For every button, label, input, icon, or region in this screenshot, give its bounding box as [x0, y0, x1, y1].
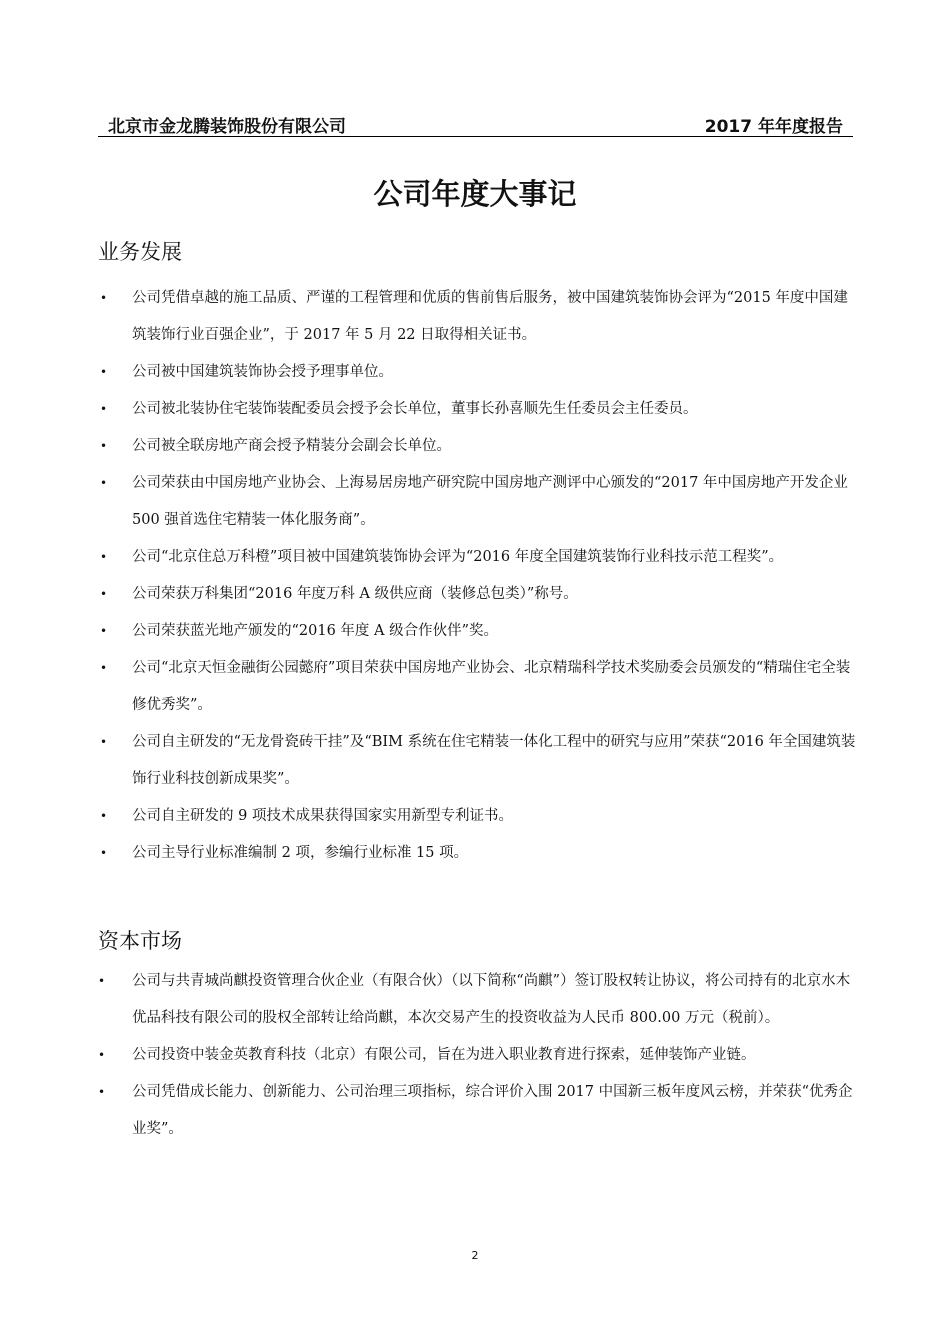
bullet-icon: • [100, 587, 108, 601]
header-company-name: 北京市金龙腾装饰股份有限公司 [108, 117, 346, 137]
bullet-icon: • [100, 809, 108, 823]
list-item [98, 724, 858, 798]
list-item [98, 963, 858, 1037]
list-item-text: 公司自主研发的“无龙骨瓷砖干挂”及“BIM 系统在住宅精装一体化工程中的研究与应用”荣获“2016 年全国建筑装饰行业科技创新成果奖”。 [132, 734, 856, 787]
list-item [98, 428, 858, 465]
list-item-text: 公司被全联房地产商会授予精装分会副会长单位。 [132, 438, 451, 454]
list-item [98, 1037, 858, 1074]
bullet-icon: • [100, 476, 108, 490]
list-item-text: 公司自主研发的 9 项技术成果获得国家实用新型专利证书。 [132, 808, 513, 824]
bullet-icon: • [100, 550, 108, 564]
bullet-icon: • [100, 365, 108, 379]
header-report-title: 2017 年年度报告 [704, 117, 843, 137]
list-item [98, 539, 858, 576]
list-item [98, 835, 858, 872]
list-item [98, 650, 858, 724]
bullet-icon: • [100, 735, 108, 749]
bullet-icon: • [100, 291, 108, 305]
page-number: 2 [471, 1249, 479, 1262]
bullet-icon: • [98, 974, 106, 988]
bullet-icon: • [100, 846, 108, 860]
list-item [98, 798, 858, 835]
list-item [98, 1074, 858, 1148]
list-item-text: 公司“北京天恒金融街公园懿府”项目荣获中国房地产业协会、北京精瑞科学技术奖励委会员颁发的“精瑞住宅全装修优秀奖”。 [132, 660, 851, 713]
list-item [98, 465, 858, 539]
bullet-icon: • [98, 1085, 106, 1099]
bullet-icon: • [100, 439, 108, 453]
list-item-text: 公司荣获由中国房地产业协会、上海易居房地产研究院中国房地产测评中心颁发的“2017 年中国房地产开发企业 500 强首选住宅精装一体化服务商”。 [132, 475, 848, 528]
list-item-text: 公司主导行业标准编制 2 项，参编行业标准 15 项。 [132, 845, 469, 861]
list-item-text: 公司凭借卓越的施工品质、严谨的工程管理和优质的售前售后服务，被中国建筑装饰协会评为“2015 年度中国建筑装饰行业百强企业”，于 2017 年 5 月 22 日取得相关证书。 [132, 290, 848, 343]
bullet-icon: • [100, 402, 108, 416]
page-header [98, 110, 853, 137]
capital-list [98, 963, 858, 1148]
list-item [98, 354, 858, 391]
section-heading-capital: 资本市场 [98, 929, 182, 953]
list-item-text: 公司“北京住总万科橙”项目被中国建筑装饰协会评为“2016 年度全国建筑装饰行业科技示范工程奖”。 [132, 549, 784, 565]
business-list [98, 280, 858, 872]
list-item-text: 公司投资中装金英教育科技（北京）有限公司，旨在为进入职业教育进行探索，延伸装饰产业链。 [132, 1047, 756, 1063]
section-heading-business: 业务发展 [98, 240, 182, 264]
list-item-text: 公司与共青城尚麒投资管理合伙企业（有限合伙）（以下简称“尚麒”）签订股权转让协议，将公司持有的北京水木优品科技有限公司的股权全部转让给尚麒，本次交易产生的投资收益为人民币 800.00 万元（税前）。 [132, 973, 851, 1026]
list-item [98, 391, 858, 428]
list-item-text: 公司被中国建筑装饰协会授予理事单位。 [132, 364, 393, 380]
list-item-text: 公司荣获蓝光地产颁发的“2016 年度 A 级合作伙伴”奖。 [132, 623, 499, 639]
bullet-icon: • [100, 661, 108, 675]
list-item [98, 280, 858, 354]
bullet-icon: • [98, 1048, 106, 1062]
page-title: 公司年度大事记 [373, 177, 577, 211]
list-item-text: 公司荣获万科集团“2016 年度万科 A 级供应商（装修总包类）”称号。 [132, 586, 578, 602]
list-item-text: 公司凭借成长能力、创新能力、公司治理三项指标，综合评价入围 2017 中国新三板年度风云榜，并荣获“优秀企业奖”。 [132, 1084, 853, 1137]
list-item [98, 576, 858, 613]
list-item [98, 613, 858, 650]
list-item-text: 公司被北装协住宅装饰装配委员会授予会长单位，董事长孙喜顺先生任委员会主任委员。 [132, 401, 698, 417]
bullet-icon: • [100, 624, 108, 638]
